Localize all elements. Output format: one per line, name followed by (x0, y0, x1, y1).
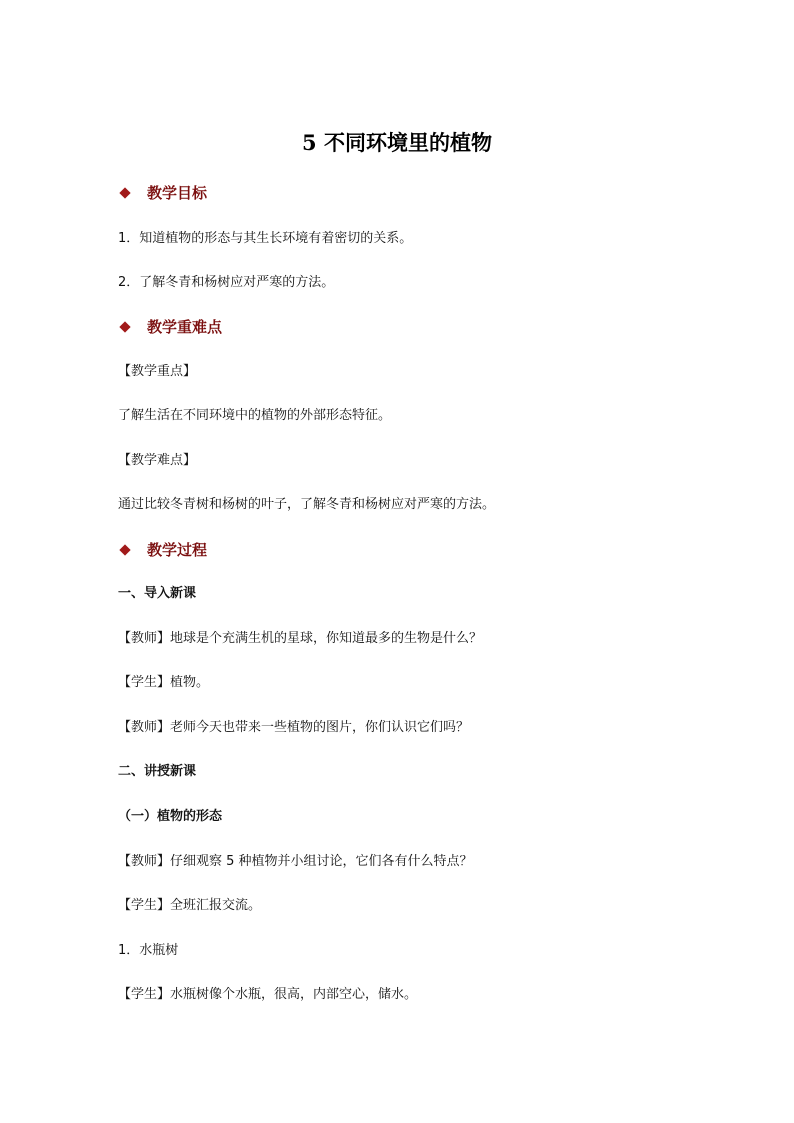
dialogue-line: 【教师】仔细观察 5 种植物并小组讨论，它们各有什么特点？ (118, 854, 473, 869)
key-point-text: 了解生活在不同环境中的植物的外部形态特征。 (118, 408, 392, 423)
dialogue-line: 【学生】水瓶树像个水瓶，很高，内部空心，储水。 (118, 987, 418, 1002)
dialogue-line: 【学生】全班汇报交流。 (118, 898, 262, 913)
objective-item: 1．知道植物的形态与其生长环境有着密切的关系。 (118, 231, 413, 246)
section-heading-key-difficult (118, 316, 222, 338)
diamond-bullet-icon (119, 187, 130, 198)
objective-item: 2．了解冬青和杨树应对严寒的方法。 (118, 275, 335, 290)
dialogue-line: 【学生】植物。 (118, 675, 210, 690)
section-heading-text: 教学目标 (147, 184, 208, 202)
diamond-bullet-icon (119, 544, 130, 555)
key-point-label: 【教学重点】 (118, 364, 197, 379)
document-title: 5 不同环境里的植物 (302, 130, 492, 155)
difficult-point-text: 通过比较冬青树和杨树的叶子，了解冬青和杨树应对严寒的方法。 (118, 497, 496, 512)
dialogue-line: 【教师】老师今天也带来一些植物的图片，你们认识它们吗？ (118, 720, 470, 735)
numbered-item: 1．水瓶树 (118, 943, 179, 958)
section-heading-text: 教学重难点 (147, 318, 223, 336)
dialogue-line: 【教师】地球是个充满生机的星球，你知道最多的生物是什么？ (118, 631, 483, 646)
subpart-heading: （一）植物的形态 (118, 809, 223, 824)
part-heading: 二、讲授新课 (118, 764, 197, 779)
difficult-point-label: 【教学难点】 (118, 453, 197, 468)
part-heading: 一、导入新课 (118, 586, 197, 601)
section-heading-text: 教学过程 (147, 541, 208, 559)
section-heading-objectives (118, 182, 207, 204)
section-heading-process (118, 539, 207, 561)
diamond-bullet-icon (119, 321, 130, 332)
